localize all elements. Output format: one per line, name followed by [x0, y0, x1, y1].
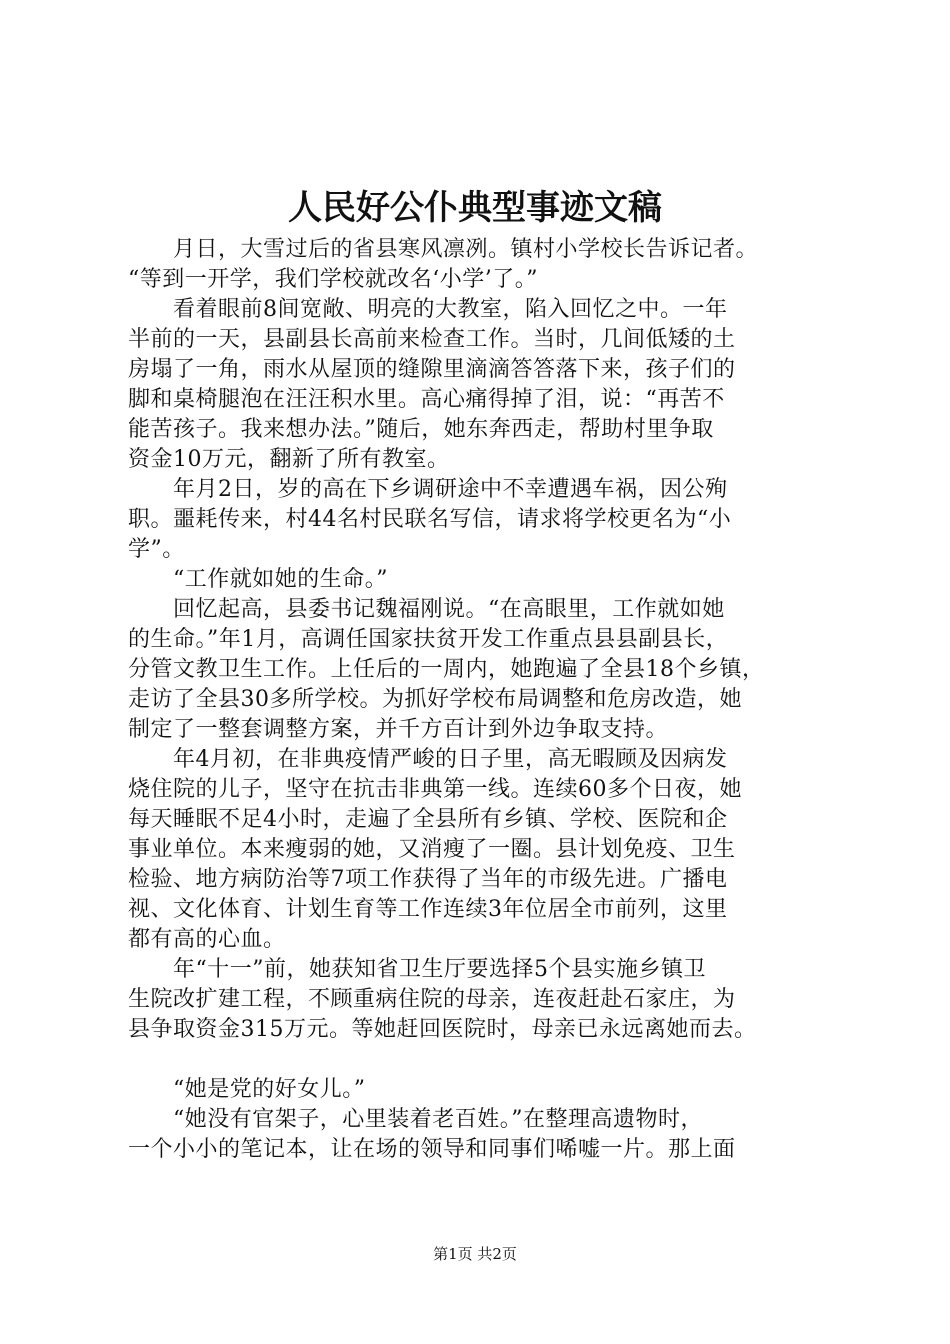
body-line: 检验、地方病防治等7项工作获得了当年的市级先进。广播电 — [128, 867, 728, 892]
document-title: 人民好公仆典型事迹文稿 — [288, 188, 662, 228]
body-line: 能苦孩子。我来想办法。”随后，她东奔西走，帮助村里争取 — [128, 417, 714, 442]
body-line: 回忆起高，县委书记魏福刚说。“在高眼里，工作就如她 — [128, 597, 725, 622]
body-line: 每天睡眠不足4小时，走遍了全县所有乡镇、学校、医院和企 — [128, 807, 728, 832]
body-line: 脚和桌椅腿泡在汪汪积水里。高心痛得掉了泪，说：“再苦不 — [128, 387, 725, 412]
body-line: “她是党的好女儿。” — [128, 1077, 366, 1102]
body-line: 走访了全县30多所学校。为抓好学校布局调整和危房改造，她 — [128, 687, 742, 712]
body-line: 月日，大雪过后的省县寒风凛冽。镇村小学校长告诉记者。 — [128, 237, 759, 262]
body-line: 学”。 — [128, 537, 185, 562]
body-line: 县争取资金315万元。等她赶回医院时，母亲已永远离她而去。 — [128, 1017, 757, 1042]
body-line: “工作就如她的生命。” — [128, 567, 388, 592]
body-line: 年4月初，在非典疫情严峻的日子里，高无暇顾及因病发 — [128, 747, 728, 772]
body-line: 分管文教卫生工作。上任后的一周内，她跑遍了全县18个乡镇， — [128, 657, 765, 682]
body-line: 职。噩耗传来，村44名村民联名写信，请求将学校更名为“小 — [128, 507, 732, 532]
body-line: 的生命。”年1月，高调任国家扶贫开发工作重点县县副县长， — [128, 627, 729, 652]
page-footer: 第1页 共2页 — [433, 1245, 517, 1263]
body-line: “等到一开学，我们学校就改名‘小学’了。” — [128, 267, 538, 292]
body-line: 年“十一”前，她获知省卫生厅要选择5个县实施乡镇卫 — [128, 957, 706, 982]
body-line: 生院改扩建工程，不顾重病住院的母亲，连夜赶赴石家庄，为 — [128, 987, 736, 1012]
body-line: 制定了一整套调整方案，并千方百计到外边争取支持。 — [128, 717, 669, 742]
body-line: 视、文化体育、计划生育等工作连续3年位居全市前列，这里 — [128, 897, 728, 922]
body-line: “她没有官架子，心里装着老百姓。”在整理高遗物时， — [128, 1107, 703, 1132]
body-line: 房塌了一角，雨水从屋顶的缝隙里滴滴答答落下来，孩子们的 — [128, 357, 736, 382]
body-line: 资金10万元，翻新了所有教室。 — [128, 447, 450, 472]
body-line: 事业单位。本来瘦弱的她，又消瘦了一圈。县计划免疫、卫生 — [128, 837, 736, 862]
body-line: 一个小小的笔记本，让在场的领导和同事们唏嘘一片。那上面 — [128, 1137, 736, 1162]
body-line: 烧住院的儿子，坚守在抗击非典第一线。连续60多个日夜，她 — [128, 777, 742, 802]
body-line: 看着眼前8间宽敞、明亮的大教室，陷入回忆之中。一年 — [128, 297, 728, 322]
body-line: 都有高的心血。 — [128, 927, 286, 952]
body-line: 半前的一天，县副县长高前来检查工作。当时，几间低矮的土 — [128, 327, 736, 352]
body-line: 年月2日，岁的高在下乡调研途中不幸遭遇车祸，因公殉 — [128, 477, 728, 502]
